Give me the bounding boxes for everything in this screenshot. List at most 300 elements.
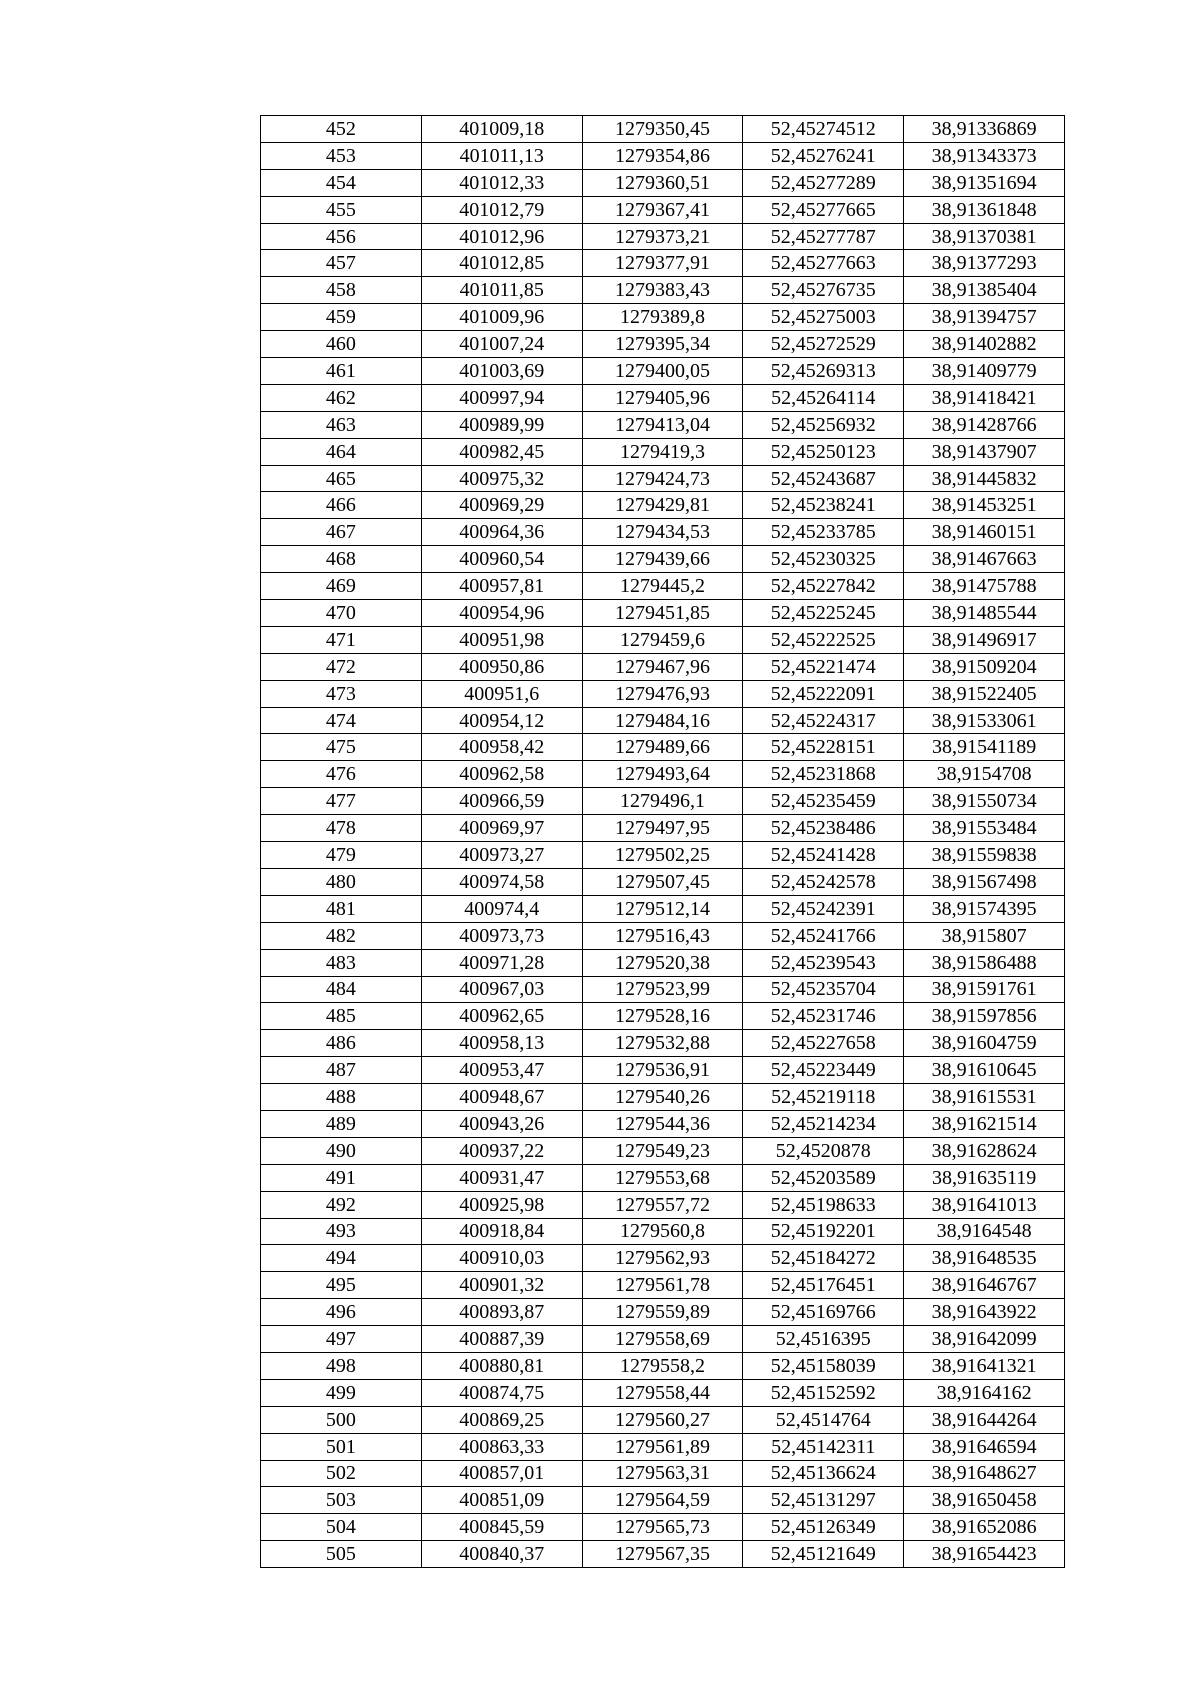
point-number-cell: 464	[261, 438, 422, 465]
table-row	[261, 1487, 1065, 1514]
latitude-cell: 52,45219118	[743, 1084, 904, 1111]
latitude-cell: 52,4514764	[743, 1406, 904, 1433]
table-row	[261, 653, 1065, 680]
point-number-cell: 472	[261, 653, 422, 680]
point-number-cell: 483	[261, 949, 422, 976]
longitude-cell: 38,91574395	[904, 895, 1065, 922]
y-coordinate-cell: 1279523,99	[582, 976, 743, 1003]
longitude-cell: 38,91475788	[904, 573, 1065, 600]
table-row	[261, 1326, 1065, 1353]
y-coordinate-cell: 1279429,81	[582, 492, 743, 519]
x-coordinate-cell: 400975,32	[421, 465, 582, 492]
point-number-cell: 497	[261, 1326, 422, 1353]
y-coordinate-cell: 1279567,35	[582, 1541, 743, 1568]
table-row	[261, 492, 1065, 519]
table-row	[261, 1352, 1065, 1379]
x-coordinate-cell: 400925,98	[421, 1191, 582, 1218]
longitude-cell: 38,91445832	[904, 465, 1065, 492]
longitude-cell: 38,91610645	[904, 1057, 1065, 1084]
table-row	[261, 895, 1065, 922]
x-coordinate-cell: 400943,26	[421, 1110, 582, 1137]
point-number-cell: 482	[261, 922, 422, 949]
y-coordinate-cell: 1279560,8	[582, 1218, 743, 1245]
latitude-cell: 52,45231868	[743, 761, 904, 788]
y-coordinate-cell: 1279561,89	[582, 1433, 743, 1460]
latitude-cell: 52,45277663	[743, 250, 904, 277]
table-row	[261, 304, 1065, 331]
table-row	[261, 1057, 1065, 1084]
latitude-cell: 52,45276241	[743, 142, 904, 169]
x-coordinate-cell: 400969,97	[421, 815, 582, 842]
table-row	[261, 277, 1065, 304]
point-number-cell: 504	[261, 1514, 422, 1541]
point-number-cell: 465	[261, 465, 422, 492]
latitude-cell: 52,45142311	[743, 1433, 904, 1460]
latitude-cell: 52,45221474	[743, 653, 904, 680]
y-coordinate-cell: 1279405,96	[582, 384, 743, 411]
latitude-cell: 52,45198633	[743, 1191, 904, 1218]
x-coordinate-cell: 401003,69	[421, 358, 582, 385]
x-coordinate-cell: 400957,81	[421, 573, 582, 600]
y-coordinate-cell: 1279512,14	[582, 895, 743, 922]
x-coordinate-cell: 401012,96	[421, 223, 582, 250]
y-coordinate-cell: 1279553,68	[582, 1164, 743, 1191]
table-row	[261, 223, 1065, 250]
longitude-cell: 38,91418421	[904, 384, 1065, 411]
y-coordinate-cell: 1279558,69	[582, 1326, 743, 1353]
table-row	[261, 358, 1065, 385]
latitude-cell: 52,45256932	[743, 411, 904, 438]
table-row	[261, 1514, 1065, 1541]
table-row	[261, 1030, 1065, 1057]
latitude-cell: 52,45176451	[743, 1272, 904, 1299]
point-number-cell: 471	[261, 626, 422, 653]
y-coordinate-cell: 1279489,66	[582, 734, 743, 761]
longitude-cell: 38,91550734	[904, 788, 1065, 815]
table-row	[261, 976, 1065, 1003]
latitude-cell: 52,45228151	[743, 734, 904, 761]
latitude-cell: 52,45243687	[743, 465, 904, 492]
longitude-cell: 38,91654423	[904, 1541, 1065, 1568]
longitude-cell: 38,91467663	[904, 546, 1065, 573]
point-number-cell: 492	[261, 1191, 422, 1218]
x-coordinate-cell: 400973,27	[421, 842, 582, 869]
y-coordinate-cell: 1279484,16	[582, 707, 743, 734]
latitude-cell: 52,45269313	[743, 358, 904, 385]
longitude-cell: 38,915807	[904, 922, 1065, 949]
point-number-cell: 486	[261, 1030, 422, 1057]
longitude-cell: 38,91541189	[904, 734, 1065, 761]
latitude-cell: 52,45238241	[743, 492, 904, 519]
point-number-cell: 485	[261, 1003, 422, 1030]
longitude-cell: 38,91621514	[904, 1110, 1065, 1137]
latitude-cell: 52,45152592	[743, 1379, 904, 1406]
x-coordinate-cell: 400954,96	[421, 600, 582, 627]
x-coordinate-cell: 400974,58	[421, 868, 582, 895]
latitude-cell: 52,45131297	[743, 1487, 904, 1514]
latitude-cell: 52,45214234	[743, 1110, 904, 1137]
point-number-cell: 458	[261, 277, 422, 304]
x-coordinate-cell: 401012,33	[421, 169, 582, 196]
x-coordinate-cell: 401007,24	[421, 331, 582, 358]
longitude-cell: 38,91652086	[904, 1514, 1065, 1541]
latitude-cell: 52,45126349	[743, 1514, 904, 1541]
x-coordinate-cell: 400958,13	[421, 1030, 582, 1057]
point-number-cell: 495	[261, 1272, 422, 1299]
longitude-cell: 38,91648535	[904, 1245, 1065, 1272]
longitude-cell: 38,91437907	[904, 438, 1065, 465]
coordinates-table	[260, 115, 1065, 1568]
longitude-cell: 38,91496917	[904, 626, 1065, 653]
longitude-cell: 38,91646594	[904, 1433, 1065, 1460]
point-number-cell: 456	[261, 223, 422, 250]
point-number-cell: 454	[261, 169, 422, 196]
point-number-cell: 468	[261, 546, 422, 573]
latitude-cell: 52,45272529	[743, 331, 904, 358]
longitude-cell: 38,91377293	[904, 250, 1065, 277]
point-number-cell: 484	[261, 976, 422, 1003]
x-coordinate-cell: 400840,37	[421, 1541, 582, 1568]
latitude-cell: 52,45169766	[743, 1299, 904, 1326]
table-row	[261, 734, 1065, 761]
point-number-cell: 467	[261, 519, 422, 546]
table-row	[261, 707, 1065, 734]
x-coordinate-cell: 400969,29	[421, 492, 582, 519]
longitude-cell: 38,91428766	[904, 411, 1065, 438]
longitude-cell: 38,91644264	[904, 1406, 1065, 1433]
longitude-cell: 38,91394757	[904, 304, 1065, 331]
table-row	[261, 384, 1065, 411]
table-row	[261, 842, 1065, 869]
longitude-cell: 38,91336869	[904, 116, 1065, 143]
point-number-cell: 488	[261, 1084, 422, 1111]
table-row	[261, 1272, 1065, 1299]
latitude-cell: 52,45224317	[743, 707, 904, 734]
point-number-cell: 461	[261, 358, 422, 385]
latitude-cell: 52,45233785	[743, 519, 904, 546]
latitude-cell: 52,45222091	[743, 680, 904, 707]
y-coordinate-cell: 1279549,23	[582, 1137, 743, 1164]
y-coordinate-cell: 1279496,1	[582, 788, 743, 815]
y-coordinate-cell: 1279507,45	[582, 868, 743, 895]
latitude-cell: 52,45277665	[743, 196, 904, 223]
x-coordinate-cell: 401012,79	[421, 196, 582, 223]
table-row	[261, 1137, 1065, 1164]
latitude-cell: 52,4520878	[743, 1137, 904, 1164]
longitude-cell: 38,91586488	[904, 949, 1065, 976]
point-number-cell: 457	[261, 250, 422, 277]
point-number-cell: 475	[261, 734, 422, 761]
table-row	[261, 331, 1065, 358]
point-number-cell: 455	[261, 196, 422, 223]
latitude-cell: 52,45275003	[743, 304, 904, 331]
point-number-cell: 466	[261, 492, 422, 519]
y-coordinate-cell: 1279367,41	[582, 196, 743, 223]
point-number-cell: 490	[261, 1137, 422, 1164]
y-coordinate-cell: 1279565,73	[582, 1514, 743, 1541]
x-coordinate-cell: 400893,87	[421, 1299, 582, 1326]
y-coordinate-cell: 1279350,45	[582, 116, 743, 143]
x-coordinate-cell: 400997,94	[421, 384, 582, 411]
table-row	[261, 546, 1065, 573]
latitude-cell: 52,45276735	[743, 277, 904, 304]
table-row	[261, 1164, 1065, 1191]
latitude-cell: 52,45250123	[743, 438, 904, 465]
y-coordinate-cell: 1279540,26	[582, 1084, 743, 1111]
table-row	[261, 438, 1065, 465]
longitude-cell: 38,9164162	[904, 1379, 1065, 1406]
table-row	[261, 1084, 1065, 1111]
x-coordinate-cell: 400951,6	[421, 680, 582, 707]
y-coordinate-cell: 1279360,51	[582, 169, 743, 196]
longitude-cell: 38,91641013	[904, 1191, 1065, 1218]
point-number-cell: 487	[261, 1057, 422, 1084]
latitude-cell: 52,45223449	[743, 1057, 904, 1084]
longitude-cell: 38,91361848	[904, 196, 1065, 223]
table-row	[261, 600, 1065, 627]
table-row	[261, 788, 1065, 815]
latitude-cell: 52,45238486	[743, 815, 904, 842]
table-row	[261, 1191, 1065, 1218]
point-number-cell: 453	[261, 142, 422, 169]
latitude-cell: 52,45203589	[743, 1164, 904, 1191]
longitude-cell: 38,91591761	[904, 976, 1065, 1003]
latitude-cell: 52,45227842	[743, 573, 904, 600]
x-coordinate-cell: 401009,96	[421, 304, 582, 331]
x-coordinate-cell: 400918,84	[421, 1218, 582, 1245]
point-number-cell: 469	[261, 573, 422, 600]
y-coordinate-cell: 1279445,2	[582, 573, 743, 600]
table-row	[261, 519, 1065, 546]
longitude-cell: 38,91559838	[904, 842, 1065, 869]
longitude-cell: 38,91485544	[904, 600, 1065, 627]
x-coordinate-cell: 400973,73	[421, 922, 582, 949]
y-coordinate-cell: 1279559,89	[582, 1299, 743, 1326]
y-coordinate-cell: 1279354,86	[582, 142, 743, 169]
x-coordinate-cell: 400951,98	[421, 626, 582, 653]
latitude-cell: 52,45235459	[743, 788, 904, 815]
table-row	[261, 142, 1065, 169]
point-number-cell: 489	[261, 1110, 422, 1137]
x-coordinate-cell: 401012,85	[421, 250, 582, 277]
x-coordinate-cell: 400901,32	[421, 1272, 582, 1299]
y-coordinate-cell: 1279520,38	[582, 949, 743, 976]
point-number-cell: 505	[261, 1541, 422, 1568]
y-coordinate-cell: 1279467,96	[582, 653, 743, 680]
table-row	[261, 411, 1065, 438]
coordinates-table-body	[261, 116, 1065, 1568]
y-coordinate-cell: 1279400,05	[582, 358, 743, 385]
latitude-cell: 52,45227658	[743, 1030, 904, 1057]
y-coordinate-cell: 1279493,64	[582, 761, 743, 788]
longitude-cell: 38,91628624	[904, 1137, 1065, 1164]
point-number-cell: 498	[261, 1352, 422, 1379]
table-row	[261, 949, 1065, 976]
x-coordinate-cell: 400962,65	[421, 1003, 582, 1030]
point-number-cell: 470	[261, 600, 422, 627]
latitude-cell: 52,45264114	[743, 384, 904, 411]
longitude-cell: 38,91385404	[904, 277, 1065, 304]
x-coordinate-cell: 400851,09	[421, 1487, 582, 1514]
y-coordinate-cell: 1279434,53	[582, 519, 743, 546]
y-coordinate-cell: 1279536,91	[582, 1057, 743, 1084]
longitude-cell: 38,91604759	[904, 1030, 1065, 1057]
table-row	[261, 1299, 1065, 1326]
y-coordinate-cell: 1279451,85	[582, 600, 743, 627]
table-row	[261, 116, 1065, 143]
latitude-cell: 52,45242391	[743, 895, 904, 922]
longitude-cell: 38,91370381	[904, 223, 1065, 250]
table-row	[261, 1245, 1065, 1272]
longitude-cell: 38,91648627	[904, 1460, 1065, 1487]
table-row	[261, 169, 1065, 196]
longitude-cell: 38,91343373	[904, 142, 1065, 169]
y-coordinate-cell: 1279413,04	[582, 411, 743, 438]
x-coordinate-cell: 400950,86	[421, 653, 582, 680]
x-coordinate-cell: 400960,54	[421, 546, 582, 573]
longitude-cell: 38,91643922	[904, 1299, 1065, 1326]
table-row	[261, 1406, 1065, 1433]
x-coordinate-cell: 400967,03	[421, 976, 582, 1003]
x-coordinate-cell: 400863,33	[421, 1433, 582, 1460]
table-row	[261, 250, 1065, 277]
x-coordinate-cell: 400964,36	[421, 519, 582, 546]
y-coordinate-cell: 1279476,93	[582, 680, 743, 707]
x-coordinate-cell: 400887,39	[421, 1326, 582, 1353]
y-coordinate-cell: 1279557,72	[582, 1191, 743, 1218]
y-coordinate-cell: 1279377,91	[582, 250, 743, 277]
table-row	[261, 922, 1065, 949]
table-row	[261, 573, 1065, 600]
point-number-cell: 479	[261, 842, 422, 869]
point-number-cell: 501	[261, 1433, 422, 1460]
longitude-cell: 38,91533061	[904, 707, 1065, 734]
table-row	[261, 680, 1065, 707]
point-number-cell: 463	[261, 411, 422, 438]
point-number-cell: 496	[261, 1299, 422, 1326]
latitude-cell: 52,45225245	[743, 600, 904, 627]
point-number-cell: 478	[261, 815, 422, 842]
table-row	[261, 1003, 1065, 1030]
point-number-cell: 494	[261, 1245, 422, 1272]
point-number-cell: 476	[261, 761, 422, 788]
y-coordinate-cell: 1279561,78	[582, 1272, 743, 1299]
x-coordinate-cell: 400989,99	[421, 411, 582, 438]
x-coordinate-cell: 400931,47	[421, 1164, 582, 1191]
y-coordinate-cell: 1279562,93	[582, 1245, 743, 1272]
point-number-cell: 503	[261, 1487, 422, 1514]
table-row	[261, 1541, 1065, 1568]
y-coordinate-cell: 1279560,27	[582, 1406, 743, 1433]
latitude-cell: 52,45274512	[743, 116, 904, 143]
x-coordinate-cell: 400874,75	[421, 1379, 582, 1406]
longitude-cell: 38,91351694	[904, 169, 1065, 196]
x-coordinate-cell: 400845,59	[421, 1514, 582, 1541]
latitude-cell: 52,45184272	[743, 1245, 904, 1272]
table-row	[261, 868, 1065, 895]
latitude-cell: 52,45277787	[743, 223, 904, 250]
point-number-cell: 481	[261, 895, 422, 922]
y-coordinate-cell: 1279373,21	[582, 223, 743, 250]
point-number-cell: 459	[261, 304, 422, 331]
point-number-cell: 460	[261, 331, 422, 358]
latitude-cell: 52,45241766	[743, 922, 904, 949]
y-coordinate-cell: 1279532,88	[582, 1030, 743, 1057]
longitude-cell: 38,91615531	[904, 1084, 1065, 1111]
x-coordinate-cell: 400966,59	[421, 788, 582, 815]
y-coordinate-cell: 1279528,16	[582, 1003, 743, 1030]
longitude-cell: 38,91522405	[904, 680, 1065, 707]
latitude-cell: 52,45158039	[743, 1352, 904, 1379]
point-number-cell: 499	[261, 1379, 422, 1406]
latitude-cell: 52,45239543	[743, 949, 904, 976]
longitude-cell: 38,91597856	[904, 1003, 1065, 1030]
point-number-cell: 502	[261, 1460, 422, 1487]
table-row	[261, 761, 1065, 788]
table-row	[261, 1218, 1065, 1245]
x-coordinate-cell: 400953,47	[421, 1057, 582, 1084]
x-coordinate-cell: 401009,18	[421, 116, 582, 143]
latitude-cell: 52,45192201	[743, 1218, 904, 1245]
longitude-cell: 38,91553484	[904, 815, 1065, 842]
latitude-cell: 52,45230325	[743, 546, 904, 573]
latitude-cell: 52,45277289	[743, 169, 904, 196]
table-row	[261, 626, 1065, 653]
y-coordinate-cell: 1279516,43	[582, 922, 743, 949]
table-row	[261, 1379, 1065, 1406]
longitude-cell: 38,91635119	[904, 1164, 1065, 1191]
longitude-cell: 38,91453251	[904, 492, 1065, 519]
table-row	[261, 465, 1065, 492]
y-coordinate-cell: 1279459,6	[582, 626, 743, 653]
y-coordinate-cell: 1279389,8	[582, 304, 743, 331]
table-row	[261, 1460, 1065, 1487]
x-coordinate-cell: 400962,58	[421, 761, 582, 788]
x-coordinate-cell: 400954,12	[421, 707, 582, 734]
x-coordinate-cell: 400971,28	[421, 949, 582, 976]
x-coordinate-cell: 400857,01	[421, 1460, 582, 1487]
latitude-cell: 52,45242578	[743, 868, 904, 895]
y-coordinate-cell: 1279564,59	[582, 1487, 743, 1514]
latitude-cell: 52,45231746	[743, 1003, 904, 1030]
x-coordinate-cell: 401011,13	[421, 142, 582, 169]
y-coordinate-cell: 1279383,43	[582, 277, 743, 304]
longitude-cell: 38,91402882	[904, 331, 1065, 358]
y-coordinate-cell: 1279502,25	[582, 842, 743, 869]
longitude-cell: 38,91642099	[904, 1326, 1065, 1353]
y-coordinate-cell: 1279439,66	[582, 546, 743, 573]
x-coordinate-cell: 401011,85	[421, 277, 582, 304]
x-coordinate-cell: 400982,45	[421, 438, 582, 465]
longitude-cell: 38,91409779	[904, 358, 1065, 385]
x-coordinate-cell: 400910,03	[421, 1245, 582, 1272]
x-coordinate-cell: 400869,25	[421, 1406, 582, 1433]
longitude-cell: 38,91567498	[904, 868, 1065, 895]
point-number-cell: 500	[261, 1406, 422, 1433]
point-number-cell: 473	[261, 680, 422, 707]
x-coordinate-cell: 400974,4	[421, 895, 582, 922]
point-number-cell: 491	[261, 1164, 422, 1191]
point-number-cell: 474	[261, 707, 422, 734]
point-number-cell: 477	[261, 788, 422, 815]
y-coordinate-cell: 1279424,73	[582, 465, 743, 492]
longitude-cell: 38,9154708	[904, 761, 1065, 788]
y-coordinate-cell: 1279497,95	[582, 815, 743, 842]
latitude-cell: 52,45241428	[743, 842, 904, 869]
y-coordinate-cell: 1279395,34	[582, 331, 743, 358]
y-coordinate-cell: 1279419,3	[582, 438, 743, 465]
x-coordinate-cell: 400937,22	[421, 1137, 582, 1164]
